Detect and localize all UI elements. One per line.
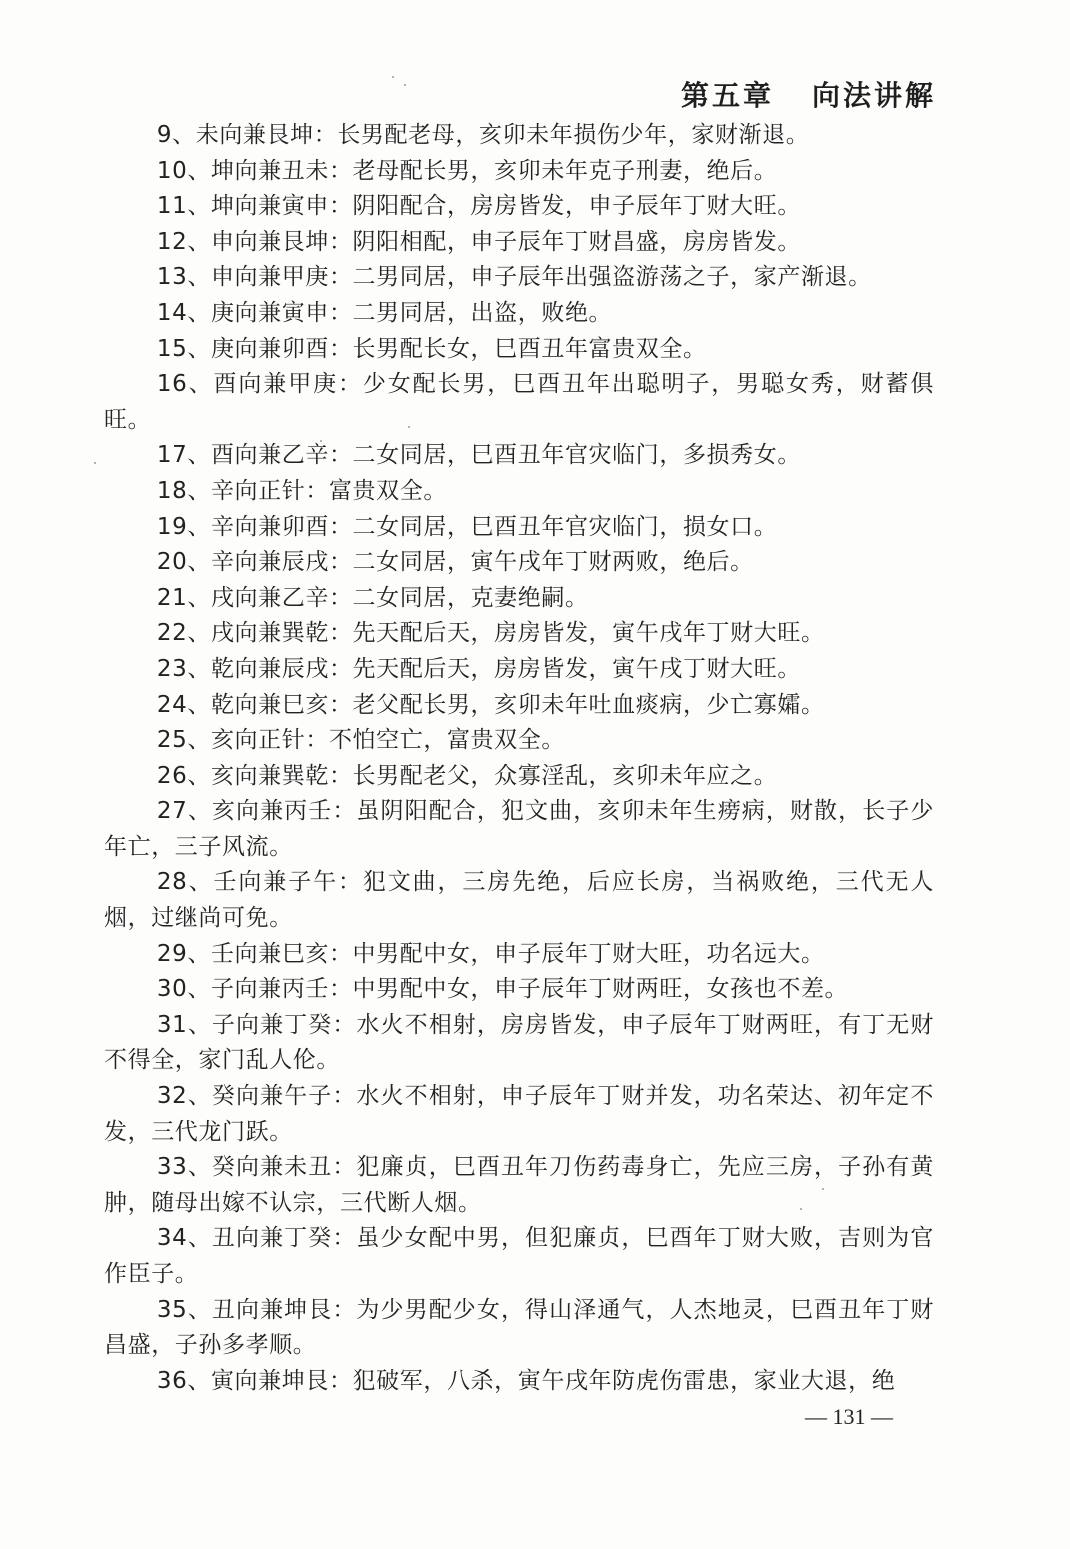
scan-speck	[320, 440, 322, 442]
scan-speck	[822, 1188, 824, 1190]
entry-24: 24、乾向兼巳亥：老父配长男，亥卯未年吐血痰病，少亡寡孀。	[156, 691, 825, 718]
section-title: 向法讲解	[811, 79, 936, 112]
scan-speck	[408, 426, 410, 428]
entry-29: 29、壬向兼巳亥：中男配中女，申子辰年丁财大旺，功名远大。	[156, 940, 825, 967]
entry-23: 23、乾向兼辰戌：先天配后天，房房皆发，寅午戌丁财大旺。	[156, 655, 801, 682]
entry-20: 20、辛向兼辰戌：二女同居，寅午戌年丁财两败，绝后。	[156, 549, 754, 576]
entry-16: 16、酉向兼甲庚：少女配长男，巳酉丑年出聪明子，男聪女秀，财蓄俱旺。	[104, 371, 934, 433]
entry-13: 13、申向兼甲庚：二男同居，申子辰年出强盗游荡之子，家产渐退。	[156, 264, 872, 291]
entry-11: 11、坤向兼寅申：阴阳配合，房房皆发，申子辰年丁财大旺。	[156, 193, 801, 220]
body-text	[104, 118, 934, 1399]
entry-15: 15、庚向兼卯酉：长男配长女，巳酉丑年富贵双全。	[156, 335, 707, 362]
page-number: — 131 —	[805, 1404, 893, 1429]
entry-25: 25、亥向正针：不怕空亡，富贵双全。	[156, 727, 565, 754]
entry-17: 17、酉向兼乙辛：二女同居，巳酉丑年官灾临门，多损秀女。	[156, 442, 801, 469]
entry-9: 9、未向兼艮坤：长男配老母，亥卯未年损伤少年，家财渐退。	[156, 122, 810, 148]
scan-speck	[800, 1208, 802, 1210]
entry-14: 14、庚向兼寅申：二男同居，出盗，败绝。	[156, 299, 613, 326]
entry-27: 27、亥向兼丙壬：虽阴阳配合，犯文曲，亥卯未年生痨病，财散，长子少年亡，三子风流。	[104, 798, 934, 860]
entry-35: 35、丑向兼坤艮：为少男配少女，得山泽通气，人杰地灵，巳酉丑年丁财昌盛，子孙多孝顺。	[104, 1296, 934, 1359]
chapter-title: 第五章	[680, 79, 774, 112]
entry-31: 31、子向兼丁癸：水火不相射，房房皆发，申子辰年丁财两旺，有丁无财不得全，家门乱人伦。	[104, 1011, 934, 1074]
entry-32: 32、癸向兼午子：水火不相射，申子辰年丁财并发，功名荣达、初年定不发，三代龙门跃。	[104, 1083, 934, 1145]
running-head	[681, 74, 936, 114]
entry-26: 26、亥向兼巽乾：长男配老父，众寡淫乱，亥卯未年应之。	[156, 762, 778, 789]
entry-21: 21、戌向兼乙辛：二女同居，克妻绝嗣。	[156, 584, 589, 611]
entry-18: 18、辛向正针：富贵双全。	[156, 477, 447, 504]
entry-19: 19、辛向兼卯酉：二女同居，巳酉丑年官灾临门，损女口。	[156, 513, 778, 540]
entry-22: 22、戌向兼巽乾：先天配后天，房房皆发，寅午戌年丁财大旺。	[156, 620, 825, 647]
entry-28: 28、壬向兼子午：犯文曲，三房先绝，后应长房，当祸败绝，三代无人烟，过继尚可免。	[104, 869, 934, 932]
entry-33: 33、癸向兼未丑：犯廉贞，巳酉丑年刀伤药毒身亡，先应三房，子孙有黄肿，随母出嫁不认宗，三代断人烟。	[104, 1154, 934, 1216]
entry-12: 12、申向兼艮坤：阴阳相配，申子辰年丁财昌盛，房房皆发。	[156, 228, 801, 255]
entry-36: 36、寅向兼坤艮：犯破军，八杀，寅午戌年防虎伤雷患，家业大退，绝	[156, 1367, 896, 1394]
scan-speck	[94, 462, 96, 464]
scan-speck	[392, 76, 394, 78]
entry-34: 34、丑向兼丁癸：虽少女配中男，但犯廉贞，巳酉年丁财大败，吉则为官作臣子。	[104, 1225, 934, 1287]
entry-10: 10、坤向兼丑未：老母配长男，亥卯未年克子刑妻，绝后。	[156, 157, 778, 184]
scan-speck	[404, 84, 406, 86]
entry-30: 30、子向兼丙壬：中男配中女，申子辰年丁财两旺，女孩也不差。	[156, 976, 849, 1003]
